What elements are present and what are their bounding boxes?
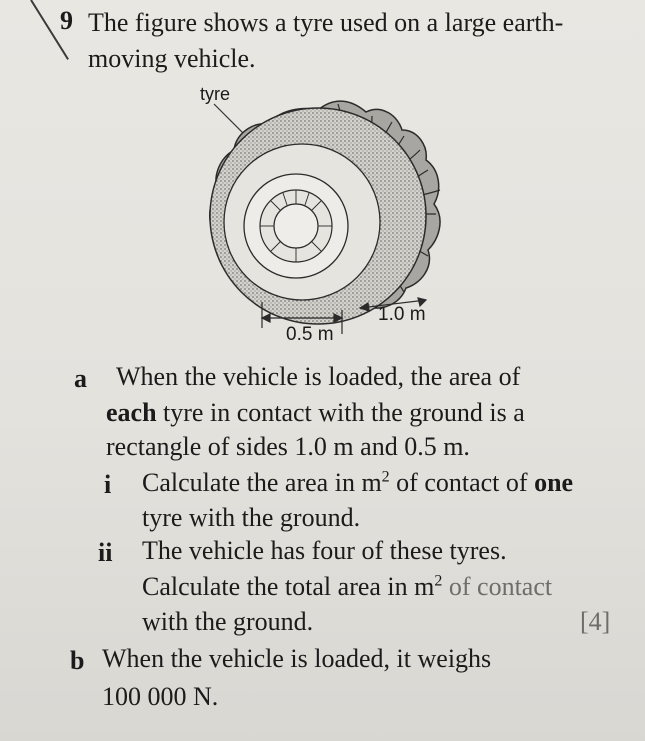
part-a-ii-line2-pre: Calculate the total area in m — [142, 572, 435, 601]
part-a-ii-line2-post: of contact — [442, 572, 553, 601]
part-a-letter: a — [74, 364, 87, 393]
question-intro-line2: moving vehicle. — [88, 44, 256, 73]
part-a-ii-line1: The vehicle has four of these tyres. — [142, 536, 507, 565]
part-a-i-exponent: 2 — [381, 468, 390, 486]
part-a-line3: rectangle of sides 1.0 m and 0.5 m. — [106, 432, 470, 461]
dimension-depth-label: 0.5 m — [286, 324, 334, 345]
part-a-emphasis-each: each — [106, 398, 157, 427]
part-b-letter: b — [70, 646, 85, 675]
part-a-line2 — [106, 398, 525, 428]
part-a-i-emphasis-one: one — [534, 468, 574, 497]
part-a-i-line2: tyre with the ground. — [142, 503, 361, 532]
part-a-i-line1-mid: of contact of — [389, 468, 535, 497]
part-a-ii-line3: with the ground. — [142, 607, 314, 636]
part-a-ii-numeral: ii — [98, 538, 113, 567]
part-a-line2-rest: tyre in contact with the ground is a — [156, 398, 525, 427]
part-a-i-numeral: i — [104, 470, 112, 499]
question-number: 9 — [60, 6, 73, 35]
part-b-line2: 100 000 N. — [102, 682, 219, 711]
part-a-ii-line2 — [142, 572, 552, 602]
tyre-label: tyre — [200, 84, 231, 104]
question-intro-line1: The figure shows a tyre used on a large earth- — [88, 8, 564, 37]
part-a-ii-exponent: 2 — [434, 572, 443, 590]
part-a-i-line1-pre: Calculate the area in m — [142, 468, 382, 497]
marks-label: [4] — [580, 607, 611, 636]
dimension-width-label: 1.0 m — [378, 304, 426, 325]
part-a-i-line1 — [142, 468, 573, 498]
part-a-line1: When the vehicle is loaded, the area of — [116, 362, 521, 391]
part-b-line1: When the vehicle is loaded, it weighs — [102, 644, 492, 673]
